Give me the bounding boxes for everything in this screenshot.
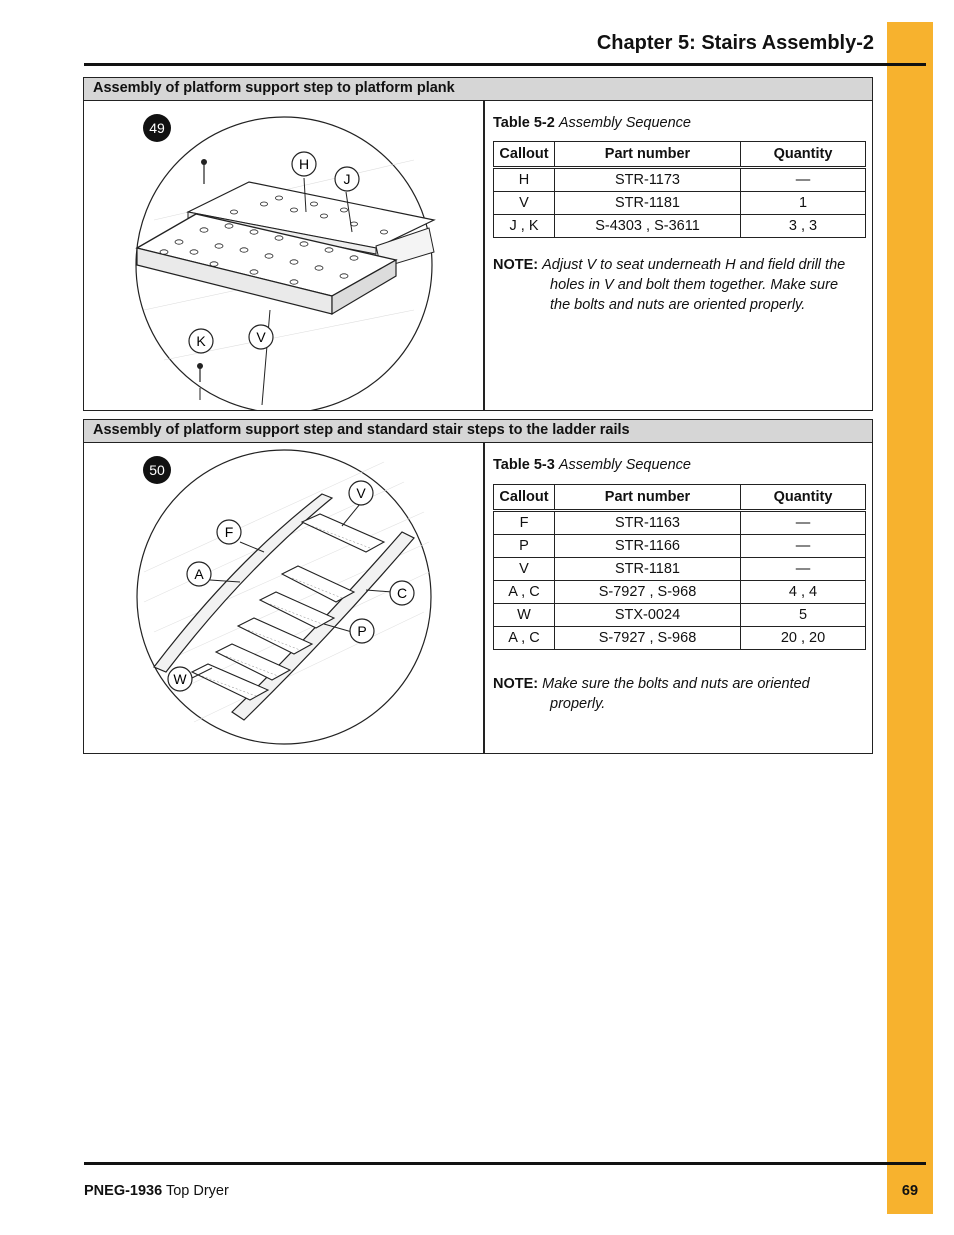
section-title: Assembly of platform support step and standard stair steps to the ladder rails [84, 420, 872, 443]
table-row: J , K S-4303 , S-3611 3 , 3 [494, 215, 866, 238]
assembly-sequence-panel [493, 442, 864, 753]
stair-steps-illustration [84, 442, 483, 753]
footer-doc-info: PNEG-1936 Top Dryer [84, 1183, 229, 1199]
callout-label: K [196, 333, 206, 349]
table-row: P STR-1166 — [494, 535, 866, 558]
table-row: F STR-1163 — [494, 511, 866, 535]
callout-label: P [357, 623, 367, 639]
assembly-note: NOTE: Make sure the bolts and nuts are oriented properly. [493, 676, 810, 712]
table-row: W STX-0024 5 [494, 604, 866, 627]
figure-number-badge: 50 [149, 462, 165, 478]
column-header: Part number [555, 485, 741, 511]
figure-49 [84, 100, 483, 410]
column-header: Quantity [741, 142, 866, 168]
assembly-sequence-table [493, 141, 866, 238]
callout-label: J [343, 171, 351, 187]
callout-label: C [396, 585, 408, 601]
section-platform-plank [83, 77, 873, 411]
column-divider [483, 100, 485, 410]
chapter-title: Chapter 5: Stairs Assembly-2 [596, 32, 874, 54]
figure-50 [84, 442, 483, 753]
chapter-side-tab [887, 22, 933, 1214]
table-header-row [494, 485, 866, 511]
page-number: 69 [901, 1183, 919, 1199]
section-title: Assembly of platform support step to platform plank [84, 78, 872, 101]
table-row: V STR-1181 1 [494, 192, 866, 215]
column-header: Callout [494, 485, 555, 511]
footer-rule [84, 1162, 926, 1165]
assembly-sequence-table [493, 484, 866, 650]
table-row: H STR-1173 — [494, 168, 866, 192]
assembly-note: NOTE: Adjust V to seat underneath H and field drill the holes in V and bolt them together. Make sure the bolts and nuts are oriented properly. [493, 257, 846, 313]
figure-number-badge: 49 [149, 120, 165, 136]
column-divider [483, 442, 485, 753]
table-header-row [494, 142, 866, 168]
column-header: Part number [555, 142, 741, 168]
table-caption: Table 5-3 Assembly Sequence [493, 457, 691, 473]
table-caption: Table 5-2 Assembly Sequence [493, 115, 691, 131]
callout-label: W [173, 671, 187, 687]
callout-label: A [194, 566, 204, 582]
column-header: Quantity [741, 485, 866, 511]
section-ladder-rails [83, 419, 873, 754]
table-row: A , C S-7927 , S-968 4 , 4 [494, 581, 866, 604]
callout-label: V [256, 329, 266, 345]
column-header: Callout [494, 142, 555, 168]
platform-plank-illustration [84, 100, 483, 410]
table-row: A , C S-7927 , S-968 20 , 20 [494, 627, 866, 650]
callout-label: H [298, 156, 310, 172]
table-row: V STR-1181 — [494, 558, 866, 581]
callout-label: V [356, 485, 366, 501]
assembly-sequence-panel [493, 100, 864, 410]
header-rule [84, 63, 926, 66]
callout-label: F [224, 524, 234, 540]
